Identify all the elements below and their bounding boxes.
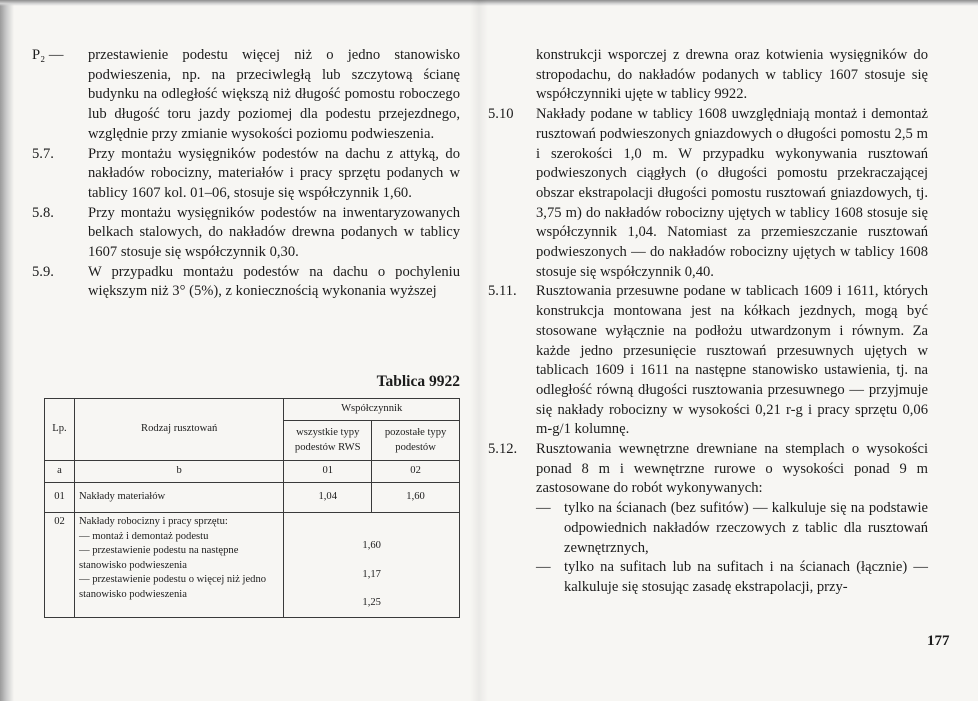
code-02: 02	[372, 461, 460, 483]
header-wspolczynnik: Współczynnik	[284, 399, 460, 421]
row2-sub-2: — przestawienie podestu na następne stanowisko podwieszenia	[78, 545, 239, 571]
item-5-10-text: Nakłady podane w tablicy 1608 uwzględniają montaż i demontaż rusztowań podwieszonych gniazdowych o długości pomostu 2,5 m i szerokości 1,0 m. W przypadku wykonywania rusztowań podwieszonych ciągłych (o długości pomostu przekraczającej obszar ekstrapolacji długości pomostu rusztowań gniazdowych, tj. 3,75 m) do nakładów robocizny ujętych w tablicy 1608 stosuje się współczynnik 1,04. Natomiast za przemieszczanie rusztowań podwieszonych — do nakładów robocizny ujętych w tablicy 1608 stosuje się współczynnik 0,40.	[536, 106, 928, 280]
item-5-12	[488, 440, 928, 598]
item-5-9-text: W przypadku montażu podestów na dachu o pochyleniu większym niż 3° (5%), z koniecznością wykonania wyższej	[88, 263, 460, 300]
item-5-8-number: 5.8.	[32, 204, 54, 221]
coefficient-table	[44, 398, 460, 618]
row2-sub-1: — montaż i demontaż podestu	[78, 530, 209, 542]
item-5-7-text: Przy montażu wysięgników podestów na dachu z attyką, do nakładów robocizny, materiałów i pracy sprzętu podanych w tablicy 1607 kol. 01–06, stosuje się współczynnik 1,60.	[88, 145, 460, 201]
header-wszystkie-typy: wszystkie typy podestów RWS	[284, 421, 372, 461]
item-5-8-text: Przy montażu wysięgników podestów na inwentaryzowanych belkach stalowych, do nakładów drewna podanych w tablicy 1607 stosuje się współczynnik 0,30.	[88, 204, 460, 261]
book-binding-shadow	[0, 0, 14, 701]
row1-lp: 01	[45, 483, 75, 513]
row2-value-2: 1,17	[362, 568, 381, 580]
item-5-12-number: 5.12.	[488, 441, 518, 458]
row1-value-1: 1,04	[284, 483, 372, 513]
item-5-7-number: 5.7.	[32, 145, 54, 162]
item-5-11-text: Rusztowania przesuwne podane w tablicach 1609 i 1611, których konstrukcja montowana jest na kółkach jezdnych, mogą być stosowane wyłącznie na podłożu utwardzonym i równym. Za każde jedno przesunięcie rusztowań przesuwnych ujętych w tablicach 1609 i 1611 na następne stanowisko ustawienia, tj. na odległość równą długości rusztowania przesuwnego — przyjmuje się nakłady robocizny w wysokości 0,21 r-g i pracy sprzętu 0,06 m-g/1 kolumnę.	[536, 283, 928, 438]
code-a: a	[45, 461, 75, 483]
row2-values	[284, 513, 460, 618]
item-5-10	[488, 105, 928, 282]
row2-value-1: 1,60	[362, 540, 381, 551]
item-5-9	[32, 263, 460, 302]
item-5-12-text: Rusztowania wewnętrzne drewniane na stemplach o wysokości ponad 8 m i wewnętrzne rurowe o wysokości ponad 9 m zastosowane do robót wykonywanych:	[536, 441, 928, 497]
item-p2-text: przestawienie podestu więcej niż o jedno stanowisko podwieszenia, np. na przeciwległą lub szczytową ścianę budynku na odległość większą niż długość pomostu roboczego lub długość toru jazdy poziomej dla podestu przejezdnego, względnie przy zmianie wysokości poziomu podwieszenia.	[88, 47, 460, 142]
header-pozostale-typy: pozostałe typy podestów	[372, 421, 460, 461]
row2-value-3: 1,25	[362, 597, 381, 609]
row2-sub-3: — przestawienie podestu o więcej niż jedno stanowisko podwieszenia	[78, 574, 267, 600]
dash-item-2: — tylko na sufitach lub na sufitach i na ścianach (łącznie) — kalkuluje się stosując zasadę ekstrapolacji, przy-	[536, 558, 928, 597]
item-5-11-number: 5.11.	[488, 283, 517, 300]
page-top-edge	[0, 0, 978, 6]
item-5-11	[488, 282, 928, 440]
row1-value-2: 1,60	[372, 483, 460, 513]
item-5-10-number: 5.10	[488, 106, 514, 123]
header-lp: Lp.	[45, 399, 75, 461]
row2-heading: Nakłady robocizny i pracy sprzętu:	[78, 516, 228, 527]
item-5-12-body	[536, 440, 928, 598]
continuation-text: konstrukcji wsporczej z drewna oraz kotwienia wysięgników do stropodachu, do nakładów podanych w tablicy 1607 stosuje się współczynniki ujęte w tablicy 9922.	[536, 47, 928, 103]
row2-labels	[74, 513, 283, 618]
left-page	[32, 46, 460, 302]
continuation-paragraph	[488, 46, 928, 105]
item-5-8	[32, 204, 460, 263]
row1-name: Nakłady materiałów	[74, 483, 283, 513]
page-number: 177	[927, 633, 950, 649]
table-row	[45, 483, 460, 513]
dash-item-1: — tylko na ścianach (bez sufitów) — kalkuluje się na podstawie odpowiednich nakładów rzeczowych z tablic dla rusztowań zewnętrznych,	[536, 499, 928, 558]
dash-item-1-text: tylko na ścianach (bez sufitów) — kalkuluje się na podstawie odpowiednich nakładów rzeczowych z tablic dla rusztowań zewnętrznych,	[564, 500, 928, 556]
page-fold	[470, 0, 488, 701]
table-title: Tablica 9922	[376, 373, 460, 390]
item-5-9-number: 5.9.	[32, 263, 54, 280]
item-p2-label: P₂ —	[32, 47, 64, 63]
item-p2	[32, 46, 460, 145]
code-b: b	[74, 461, 283, 483]
header-rodzaj: Rodzaj rusztowań	[74, 399, 283, 461]
table-row	[45, 513, 460, 618]
right-page	[488, 46, 928, 598]
dash-item-2-text: tylko na sufitach lub na sufitach i na ścianach (łącznie) — kalkuluje się stosując zasadę ekstrapolacji, przy-	[564, 559, 928, 595]
row2-lp: 02	[45, 513, 75, 618]
code-01: 01	[284, 461, 372, 483]
item-5-7	[32, 145, 460, 204]
